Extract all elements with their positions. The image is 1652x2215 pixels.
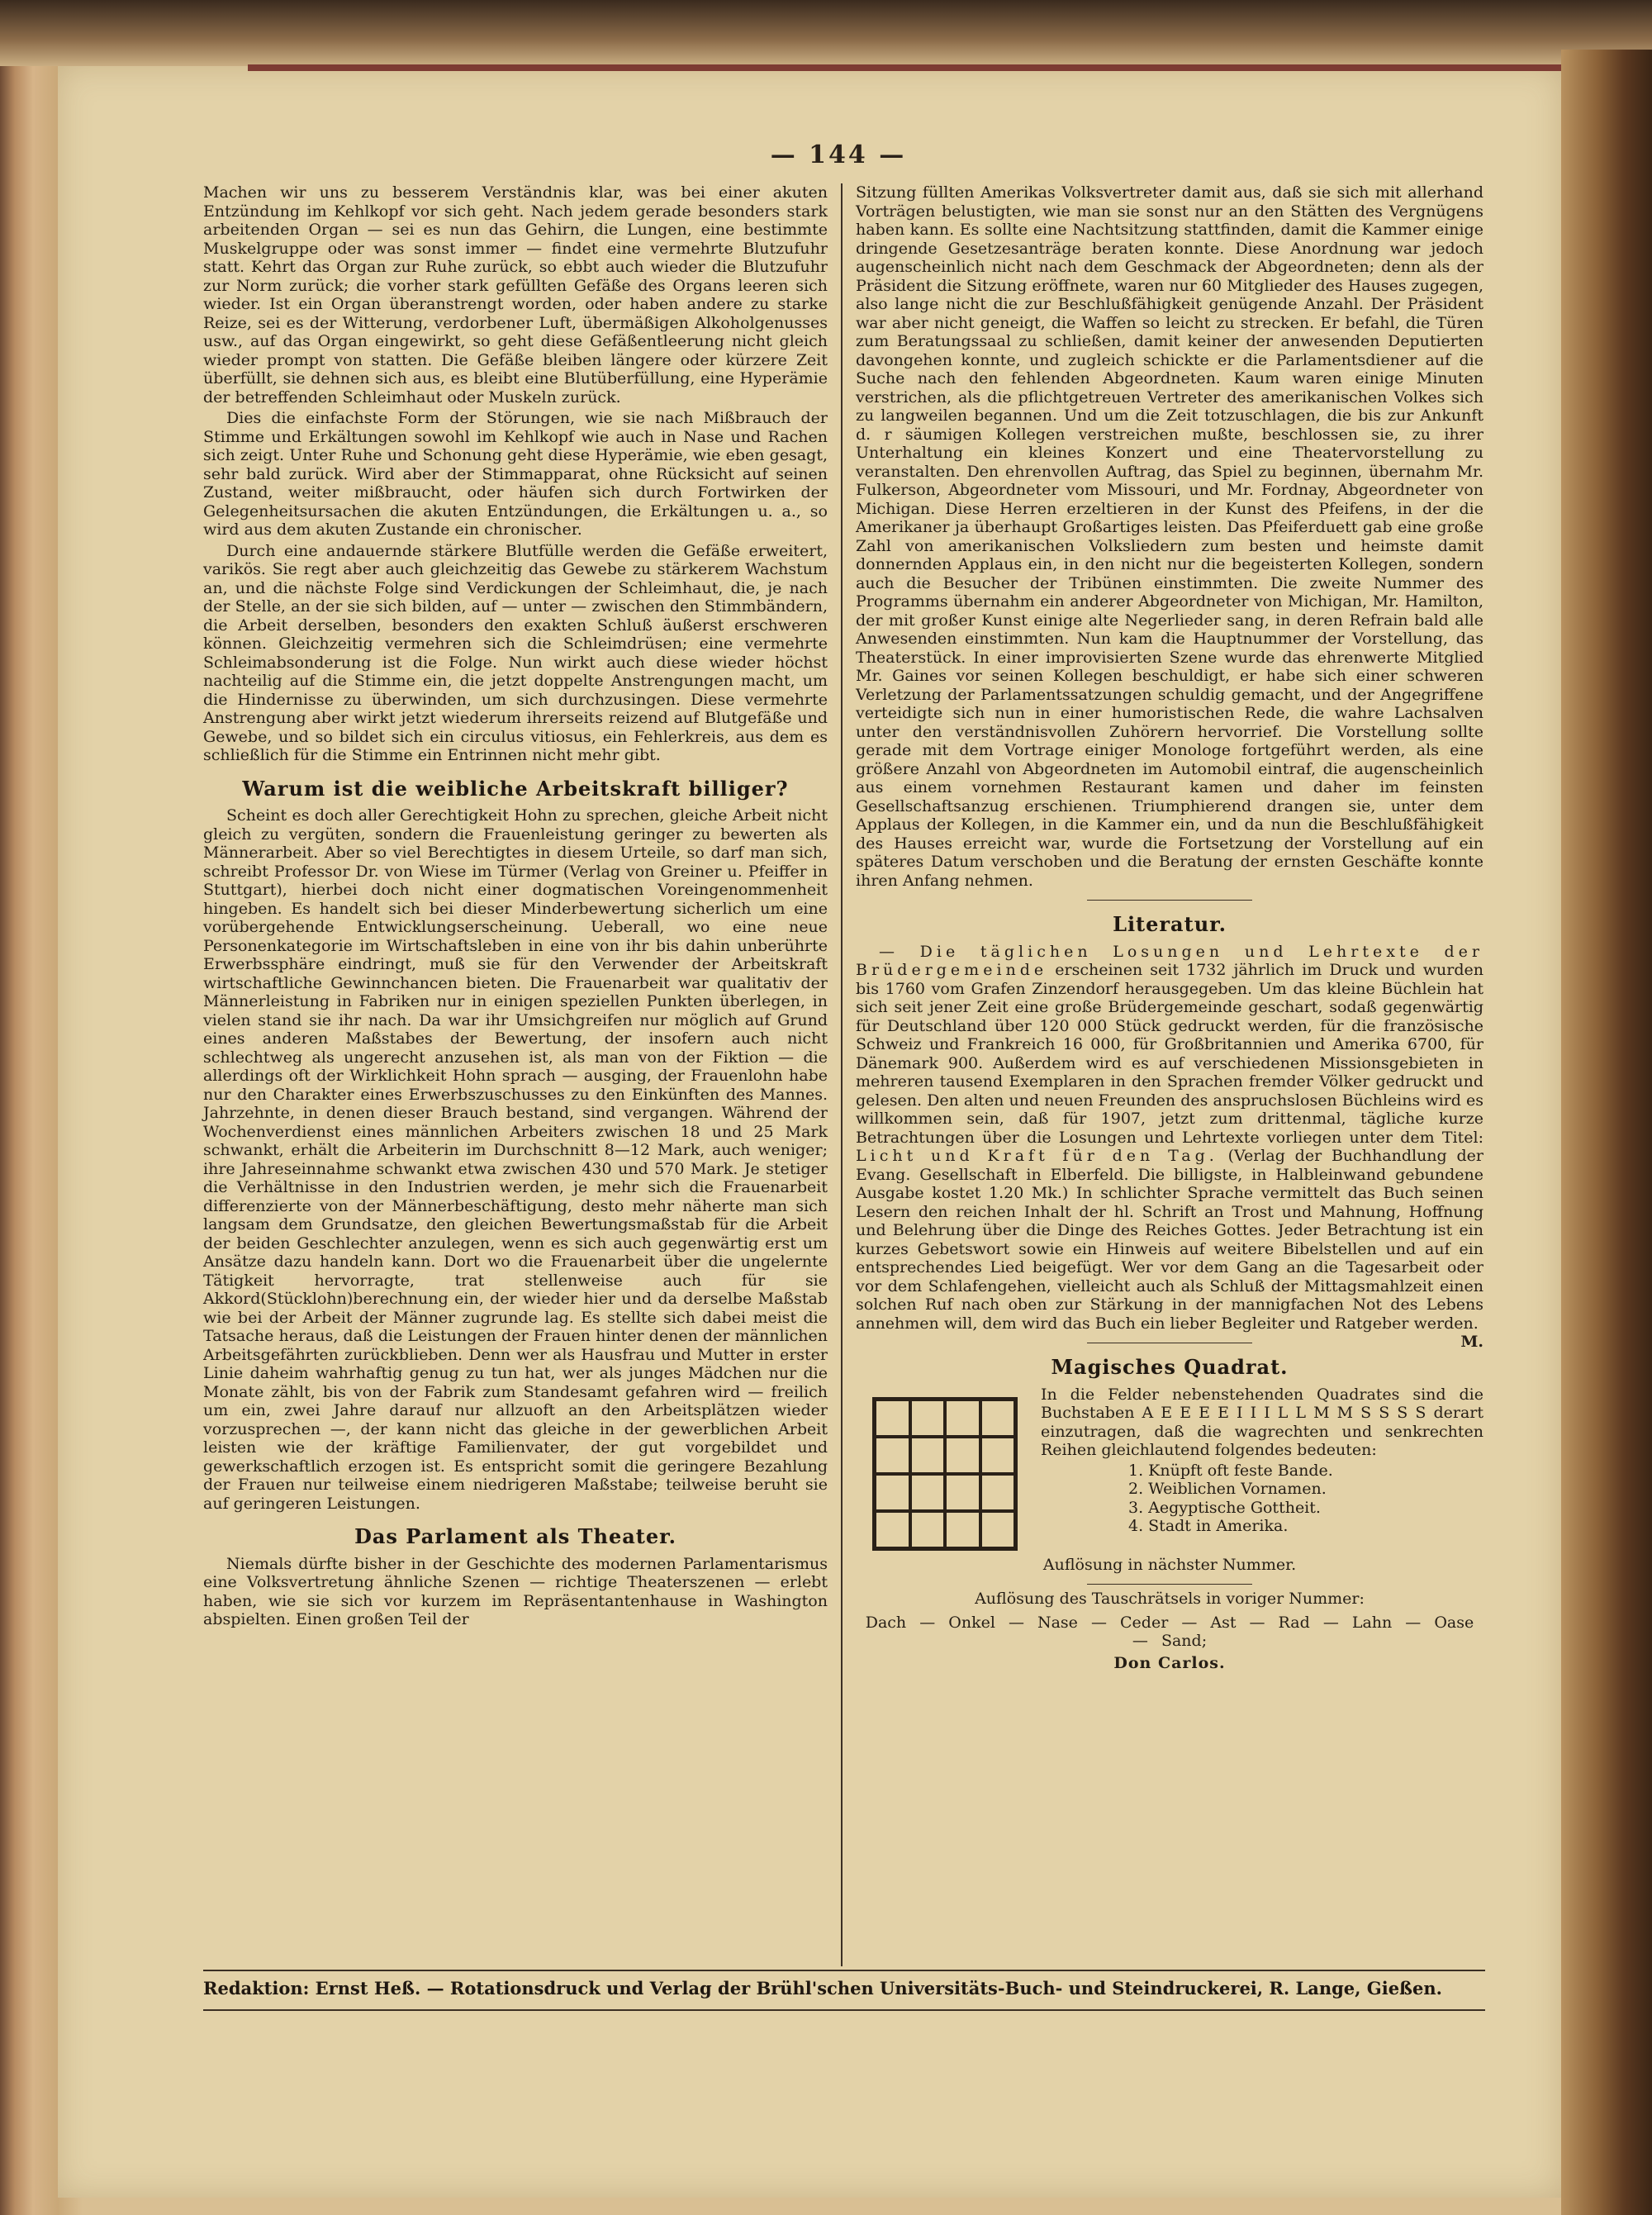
article-continued-paragraph: Sitzung füllten Amerikas Volksvertreter damit aus, daß sie sich mit allerhand Vorträgen belustigten, wie man sie sonst nur an den Stätten des Vergnügens haben kann. Es sollte eine Nachtsitzung stattfinden, damit die Kammer einige dringende Gesetzesanträge beraten konnte. Diese Anordnung war jedoch augenscheinlich nicht nach dem Geschmack der Abgeordneten; denn als der Präsident die Sitzung eröffnete, waren nur 60 Mitglieder des Hauses zugegen, also lange nicht die zur Beschlußfähigkeit genügende Anzahl. Der Präsident war aber nicht geneigt, die Waffen so leicht zu strecken. Er befahl, die Türen zum Beratungssaal zu schließen, damit keiner der anwesenden Deputierten davongehen konnte, und zugleich schickte er die Parlamentsdiener auf die Suche nach den fehlenden Abgeordneten. Kaum waren einige Minuten verstrichen, als die pflichtgetreuen Vertreter des amerikanischen Volkes sich zu langweilen begannen. Und um die Zeit totzuschlagen, die bis zur Ankunft d. r säumigen Kollegen verstreichen mußte, beschlossen sie, zu ihrer Unterhaltung ein kleines Konzert und eine Theatervorstellung zu veranstalten. Den ehrenvollen Auftrag, das Spiel zu beginnen, übernahm Mr. Fulkerson, Abgeordneter vom Missouri, und Mr. Fordnay, Abgeordneter von Michigan. Diese Herren erzeltieren in der Kunst des Pfeifens, in der die Amerikaner ja überhaupt Großartiges leisten. Das Pfeiferduett gab eine große Zahl von amerikanischen Volksliedern zum besten und heimste damit donnernden Applaus ein, in den nicht nur die begeisterten Kollegen, sondern auch die Besucher der Tribünen einstimmten. Die zweite Nummer des Programms übernahm ein anderer Abgeordneter von Michigan, Mr. Hamilton, der mit großer Kunst einige alte Negerlieder sang, in deren Refrain bald alle Anwesenden einstimmten. Nun kam die Hauptnummer der Vorstellung, das Theaterstück. In einer improvisierten Szene wurde das ehrenwerte Mitglied Mr. Gaines vor seinen Kollegen beschuldigt, er habe sich einer schweren Verletzung der Parlamentssatzungen schuldig gemacht, und der Angegriffene verteidigte sich nun in einer humoristischen Rede, die wahre Lachsalven unter den verständnisvollen Zuhörern hervorrief. Die Vorstellung sollte gerade mit dem Vortrage einiger Monologe fortgeführt werden, als eine größere Anzahl von Abgeordneten im Automobil eintraf, die augenscheinlich aus einem vornehmen Restaurant kamen und daher im feinsten Gesellschaftsanzug erschienen. Triumphierend drangen sie, unter dem Applaus der Kollegen, in die Kammer ein, und da nun die Beschlußfähigkeit des Hauses erreicht war, wurde die Fortsetzung der Vorstellung auf ein späteres Datum verschoben und die Beratung der ernsten Geschäfte konnte ihren Anfang nehmen. xyxy=(856,183,1483,890)
grid-cell xyxy=(875,1474,910,1511)
exchange-riddle-solution: Dach — Onkel — Nase — Ceder — Ast — Rad — Lahn — Oase — Sand; xyxy=(865,1613,1474,1650)
article-intro-paragraph: Durch eine andauernde stärkere Blutfülle werden die Gefäße erweitert, varikös. Sie regt aber auch gleichzeitig das Gewebe zu stärkerem Wachstum an, und die nächste Folge sind Verdickungen der Schleimhaut, die, je nach der Stelle, an der sie sich bilden, auf — unter — zwischen den Stimmbändern, die Arbeit derselben, besonders den exakten Schluß äußerst erschweren können. Gleichzeitig vermehren sich die Schleimdrüsen; eine vermehrte Schleimabsonderung ist die Folge. Nun wirkt auch diese wieder höchst nachteilig auf die Stimme ein, die jetzt doppelte Anstrengungen macht, um die Hindernisse zu überwinden, um sich durchzusingen. Diese vermehrte Anstrengung aber wirkt jetzt wiederum ihrerseits reizend auf Blutgefäße und Gewebe, und so bildet sich ein circulus vitiosus, ein Fehlerkreis, aus dem es schließlich für die Stimme ein Entrinnen nicht mehr gibt. xyxy=(203,541,828,764)
article-intro-paragraph: Dies die einfachste Form der Störungen, wie sie nach Mißbrauch der Stimme und Erkältungen sowohl im Kehlkopf wie auch in Nase und Rachen sich zeigt. Unter Ruhe und Schonung geht diese Hyperämie, wie eben gesagt, sehr bald zurück. Wird aber der Stimmapparat, ohne Rücksicht auf seinen Zustand, weiter mißbraucht, oder häufen sich durch Fortwirken der Gelegenheitsursachen die akuten Entzündungen, die Erkältungen u. a., so wird aus dem akuten Zustande ein chronischer. xyxy=(203,409,828,539)
grid-cell xyxy=(910,1400,946,1437)
section-heading-literature: Literatur. xyxy=(1113,912,1227,936)
grid-cell xyxy=(945,1474,980,1511)
magic-square-grid xyxy=(872,1397,1018,1551)
grid-cell xyxy=(910,1511,946,1548)
footer-rule-bottom xyxy=(203,2009,1485,2011)
separator-rule xyxy=(1087,900,1252,901)
exchange-riddle-signature: Don Carlos. xyxy=(1113,1653,1226,1672)
clue-item: 3. Aegyptische Gottheit. xyxy=(1128,1498,1321,1517)
section-heading-magic-square: Magisches Quadrat. xyxy=(1051,1355,1289,1379)
literature-book-title: Licht und Kraft für den Tag. xyxy=(856,1147,1218,1165)
literature-paragraph xyxy=(856,942,1484,1351)
article-paragraph: Scheint es doch aller Gerechtigkeit Hohn zu sprechen, gleiche Arbeit nicht gleich zu vergüten, sondern die Frauenleistung geringer zu bewerten als Männerarbeit. Aber so viel Berechtigtes in diesem Urteile, so darf man sich, schreibt Professor Dr. von Wiese im Türmer (Verlag von Greiner u. Pfeiffer in Stuttgart), hierbei doch nicht einer dogmatischen Voreingenommenheit hingeben. Es handelt sich bei dieser Minderbewertung sicherlich um eine vorübergehende Entwicklungserscheinung. Ueberall, wo eine neue Personenkategorie im Wirtschaftsleben in eine von ihr bis dahin unberührte Erwerbssphäre eindringt, muß sie für den Verwender der Arbeitskraft wirtschaftliche Gewinnchancen bieten. Die Frauenarbeit war qualitativ der Männerleistung in Fabriken nur in einigen speziellen Punkten überlegen, in vielen stand sie ihr nach. Da war ihr Umsichgreifen nur möglich auf Grund eines anderen Maßstabes der Bewertung, der insofern auch nicht schlechtweg als ungerecht anzusehen ist, als man von der Fiktion — die allerdings oft der Wirklichkeit Hohn sprach — ausging, der Frauenlohn habe nur den Charakter eines Erwerbszuschusses zu den Einkünften des Mannes. Jahrzehnte, in denen dieser Brauch bestand, sind vergangen. Während der Wochenverdienst eines männlichen Arbeiters zwischen 18 und 25 Mark schwankt, erhält die Arbeiterin im Durchschnitt 8—12 Mark, auch weniger; ihre Jahreseinnahme schwankt etwa zwischen 430 und 570 Mark. Je stetiger die Verhältnisse in den Industrien werden, je mehr sich die Frauenarbeit differenzierte von der Männerbeschäftigung, desto mehr näherte man sich langsam dem Grundsatze, den gleichen Bewertungsmaßstab für die Arbeit der beiden Geschlechter anzulegen, wenn es sich auch gegenwärtig erst um Ansätze dazu handeln kann. Dort wo die Frauenarbeit über die ungelernte Tätigkeit hervorragte, trat stellenweise auch für sie Akkord(Stücklohn)berechnung ein, der wieder hier und da derselbe Maßstab wie bei der Arbeit der Männer zugrunde lag. Es stellte sich dabei meist die Tatsache heraus, daß die Leistungen der Frauen hinter denen der männlichen Arbeitsgefährten zurückblieben. Denn wer als Hausfrau und Mutter in erster Linie daheim wahrhaftig genug zu tun hat, wer als junges Mädchen nur die Monate zählt, bis von der Fabrik zum Standesamt gefahren wird — freilich um ein, zwei Jahre darauf nur allzuoft an den Arbeitsplätzen wieder vorzusprechen —, der kann nicht das gleiche in der gewerblichen Arbeit leisten wie der kräftige Familienvater, der gut vorgebildet und gewerkschaftlich erzogen ist. Es entspricht somit die geringere Bezahlung der Frauen nur teilweise einem niedrigeren Maßstabe; teilweise beruht sie auf geringeren Leistungen. xyxy=(203,806,828,1513)
right-column xyxy=(856,183,1483,1672)
top-edge xyxy=(0,0,1652,66)
red-rule xyxy=(248,64,1561,71)
grid-cell xyxy=(980,1437,1016,1474)
separator-rule xyxy=(1087,1584,1252,1585)
clue-item: 2. Weiblichen Vornamen. xyxy=(1128,1480,1327,1498)
clue-item: 1. Knüpft oft feste Bande. xyxy=(1128,1461,1333,1480)
literature-signature: M. xyxy=(1460,1333,1483,1351)
imprint-footer: Redaktion: Ernst Heß. — Rotationsdruck und Verlag der Brühl'schen Universitäts-Buch- und Steindruckerei, R. Lange, Gießen. xyxy=(203,1978,1442,1999)
footer-rule-top xyxy=(203,1970,1485,1971)
grid-cell xyxy=(875,1437,910,1474)
section-heading-parliament: Das Parlament als Theater. xyxy=(354,1524,676,1548)
grid-cell xyxy=(875,1511,910,1548)
grid-cell xyxy=(910,1437,946,1474)
literature-lead: — Die täglichen Losungen und Lehrtexte der Brüdergemeinde xyxy=(856,942,1483,979)
grid-cell xyxy=(945,1437,980,1474)
article-paragraph: Niemals dürfte bisher in der Geschichte des modernen Parlamentarismus eine Volksvertretung ähnliche Szenen — richtige Theaterszenen — erlebt haben, wie sie sich vor kurzem im Repräsentantenhause in Washington abspielten. Einen großen Teil der xyxy=(203,1554,828,1628)
column-divider xyxy=(841,183,843,1966)
exchange-riddle-title: Auflösung des Tauschrätsels in voriger Nummer: xyxy=(975,1590,1365,1608)
grid-cell xyxy=(910,1474,946,1511)
page-number: — 144 — xyxy=(770,140,907,169)
magic-square-intro: In die Felder nebenstehenden Quadrates sind die Buchstaben A E E E E I I I L L M M S S S S derart einzutragen, daß die wagrechten und senkrechten Reihen gleichlautend folgendes bedeuten: xyxy=(1041,1385,1483,1459)
grid-cell xyxy=(875,1400,910,1437)
grid-cell xyxy=(980,1474,1016,1511)
grid-cell xyxy=(945,1400,980,1437)
binding-edge xyxy=(1561,50,1652,2215)
literature-text: erscheinen seit 1732 jährlich im Druck und wurden bis 1760 vom Grafen Zinzendorf herausgegeben. Um das kleine Büchlein hat sich seit jener Zeit eine große Brüdergemeinde geschart, sodaß gegenwärtig für Deutschland über 120 000 Stück gedruckt werden, für die französische Schweiz und Frankreich 16 000, für Großbritannien und Amerika 6700, für Dänemark 900. Außerdem wird es auf verschiedenen Missionsgebieten in mehreren tausend Exemplaren in den Sprachen fremder Völker gedruckt und gelesen. Den alten und neuen Freunden des anspruchslosen Büchleins wird es willkommen sein, daß für 1907, jetzt zum drittenmal, tägliche kurze Betrachtungen über die Losungen und Lehrtexte vorliegen unter dem Titel: xyxy=(856,961,1484,1147)
clue-item: 4. Stadt in Amerika. xyxy=(1128,1517,1289,1535)
left-column xyxy=(203,183,828,1632)
grid-cell xyxy=(980,1511,1016,1548)
article-intro-paragraph: Machen wir uns zu besserem Verständnis klar, was bei einer akuten Entzündung im Kehlkopf vor sich geht. Nach jedem gerade besonders stark arbeitenden Organ — sei es nun das Gehirn, die Lungen, eine bestimmte Muskelgruppe oder was sonst immer — findet eine vermehrte Blutzufuhr statt. Kehrt das Organ zur Ruhe zurück, so ebbt auch wieder die Blutzufuhr zur Norm zurück; die vorher stark gefüllten Gefäße des Organs leeren sich wieder. Ist ein Organ überanstrengt worden, oder haben andere zu starke Reize, sei es der Witterung, verdorbener Luft, übermäßigen Alkoholgenusses usw., auf das Organ eingewirkt, so geht diese Gefäßentleerung nicht gleich wieder prompt von statten. Die Gefäße bleiben längere oder kürzere Zeit überfüllt, sie dehnen sich aus, es bleibt eine Blutüberfüllung, eine Hyperämie der betreffenden Schleimhaut oder Muskeln zurück. xyxy=(203,183,828,406)
grid-cell xyxy=(945,1511,980,1548)
magic-solution-note: Auflösung in nächster Nummer. xyxy=(1042,1555,1297,1574)
literature-text-end: (Verlag der Buchhandlung der Evang. Gesellschaft in Elberfeld. Die billigste, in Halbleinwand gebundene Ausgabe kostet 1.20 Mk.) In schlichter Sprache vermittelt das Buch seinen Lesern den reichen Inhalt der hl. Schrift an Trost und Mahnung, Hoffnung und Belehrung über die Dinge des Reiches Gottes. Jeder Betrachtung ist ein kurzes Gebetswort sowie ein Hinweis auf weitere Bibelstellen und auf ein entsprechendes Lied beigefügt. Wer vor dem Gang an die Tagesarbeit oder vor dem Schlafengehen, vielleicht auch als Schluß der Mittagsmahlzeit einen solchen Ruf nach oben zur Stärkung in der mannigfachen Not des Lebens annehmen will, dem wird das Buch ein lieber Begleiter und Ratgeber werden. xyxy=(856,1147,1483,1333)
grid-cell xyxy=(980,1400,1016,1437)
section-heading-womens-work: Warum ist die weibliche Arbeitskraft billiger? xyxy=(242,776,789,801)
